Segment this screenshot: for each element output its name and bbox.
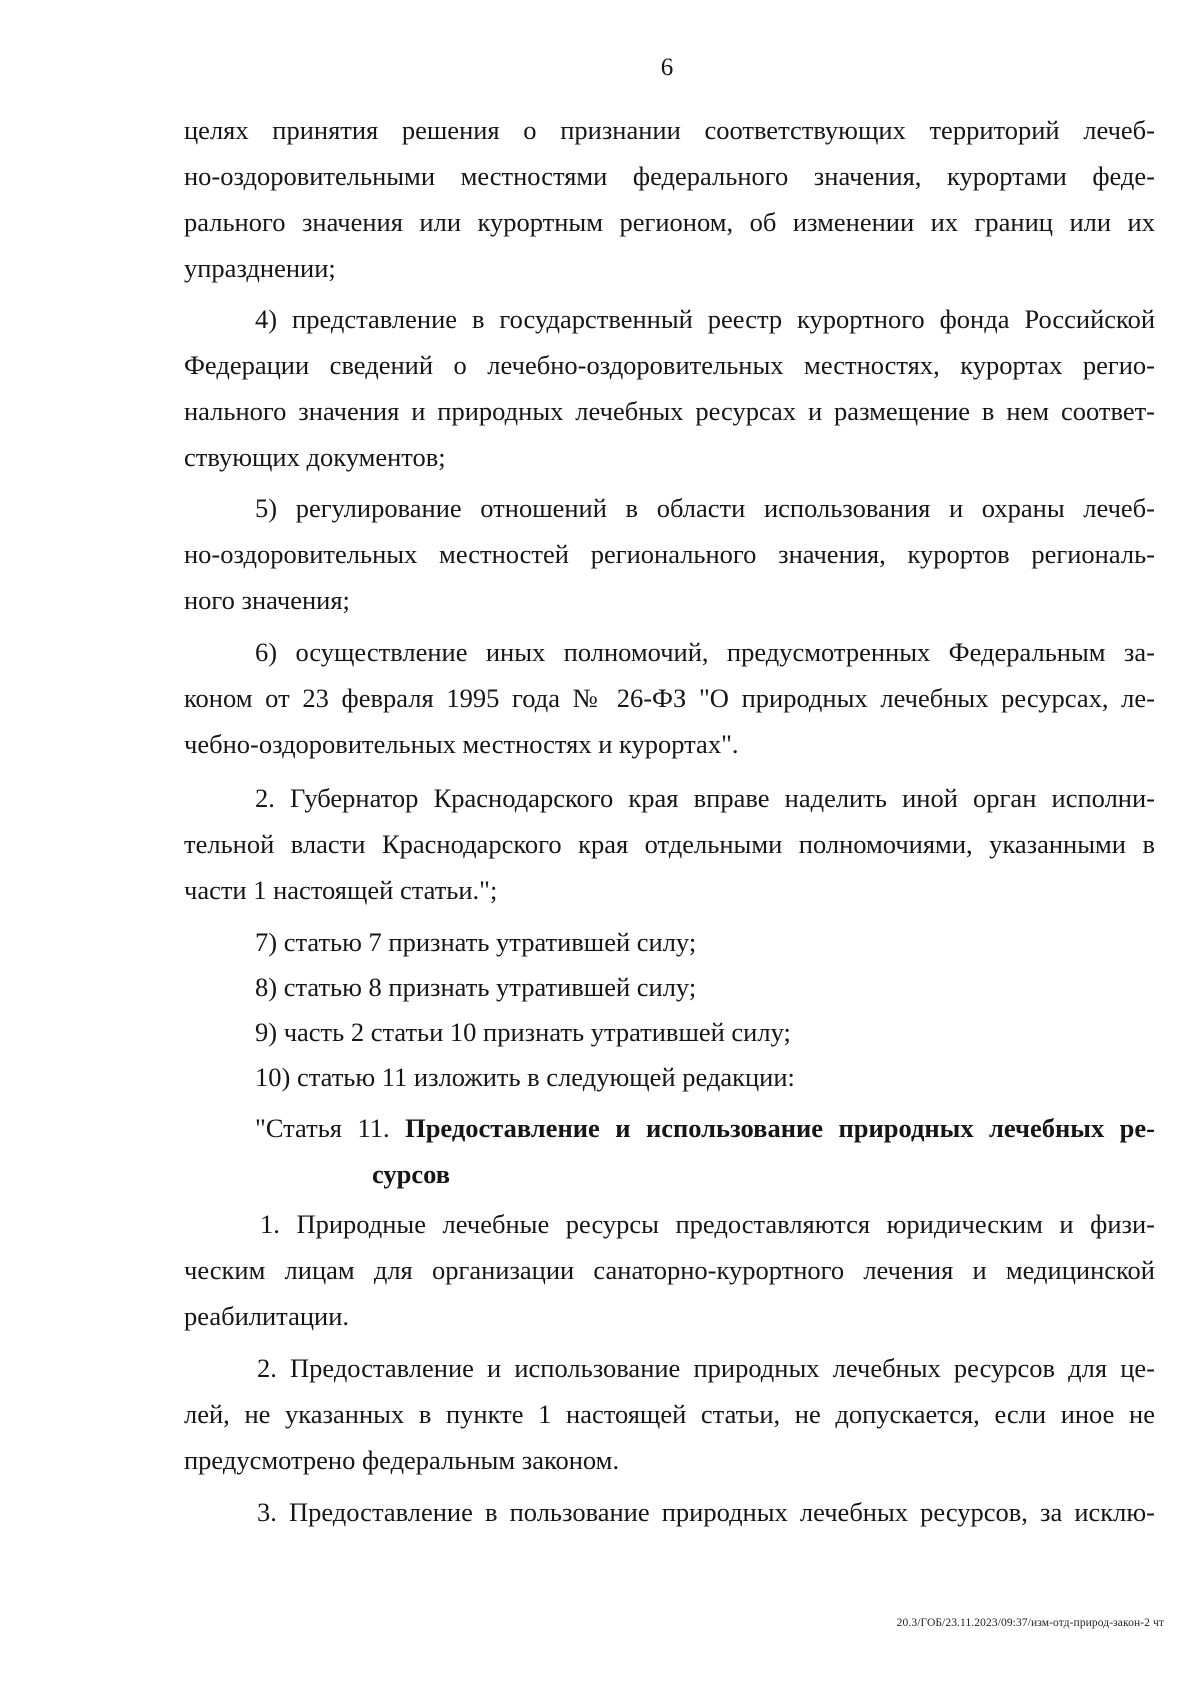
text-line: 9) часть 2 статьи 10 признать утратившей силу; <box>255 1017 791 1047</box>
text-line: тельной власти Краснодарского края отдельными полномочиями, указанными в <box>184 829 1155 859</box>
text-line: предусмотрено федеральным законом. <box>184 1445 620 1475</box>
text-line: 5) регулирование отношений в области использования и охраны лечеб- <box>255 493 1155 523</box>
text-line: 7) статью 7 признать утратившей силу; <box>255 927 697 957</box>
text-line: части 1 настоящей статьи."; <box>184 875 498 905</box>
text-line: коном от 23 февраля 1995 года № 26-ФЗ "О природных лечебных ресурсах, ле- <box>184 683 1155 713</box>
text-line: ствующих документов; <box>184 442 446 472</box>
text-line: упразднении; <box>184 253 336 283</box>
text-line: но-оздоровительных местностей регионального значения, курортов региональ- <box>184 539 1155 569</box>
text-line: Федерации сведений о лечебно-оздоровительных местностях, курортах регио- <box>184 350 1155 380</box>
page-number: 6 <box>660 54 674 81</box>
text-line: рального значения или курортным регионом, об изменении их границ или их <box>184 207 1155 237</box>
text-line: но-оздоровительными местностями федерального значения, курортами феде- <box>184 161 1155 191</box>
text-line: 3. Предоставление в пользование природных лечебных ресурсов, за исклю- <box>257 1497 1155 1527</box>
text-line: 10) статью 11 изложить в следующей редакции: <box>255 1062 795 1092</box>
text-line: 2. Губернатор Краснодарского края вправе наделить иной орган исполни- <box>255 783 1155 813</box>
article-heading-prefix: "Статья 11. <box>255 1113 406 1143</box>
article-heading-title: Предоставление и использование природных лечебных ре- <box>405 1113 1155 1143</box>
text-line: реабилитации. <box>184 1301 350 1331</box>
text-line: 6) осуществление иных полномочий, предусмотренных Федеральным за- <box>255 637 1155 667</box>
text-line: ческим лицам для организации санаторно-курортного лечения и медицинской <box>184 1255 1155 1285</box>
article-heading <box>255 1112 1155 1144</box>
text-line: лей, не указанных в пункте 1 настоящей статьи, не допускается, если иное не <box>184 1399 1155 1429</box>
text-line: 2. Предоставление и использование природных лечебных ресурсов для це- <box>257 1353 1155 1383</box>
text-line: ного значения; <box>184 585 350 615</box>
footer-reference: 20.3/ГОБ/23.11.2023/09:37/изм-отд-природ-закон-2 чт <box>896 1617 1164 1629</box>
text-line: 1. Природные лечебные ресурсы предоставляются юридическим и физи- <box>260 1209 1155 1239</box>
text-line: 4) представление в государственный реестр курортного фонда Российской <box>255 304 1155 334</box>
text-line: 8) статью 8 признать утратившей силу; <box>255 972 697 1002</box>
text-line: целях принятия решения о признании соответствующих территорий лечеб- <box>184 115 1155 145</box>
text-line: чебно-оздоровительных местностях и курортах". <box>184 729 739 759</box>
text-line: нального значения и природных лечебных ресурсах и размещение в нем соответ- <box>184 396 1155 426</box>
article-heading-title-cont: сурсов <box>372 1159 451 1189</box>
